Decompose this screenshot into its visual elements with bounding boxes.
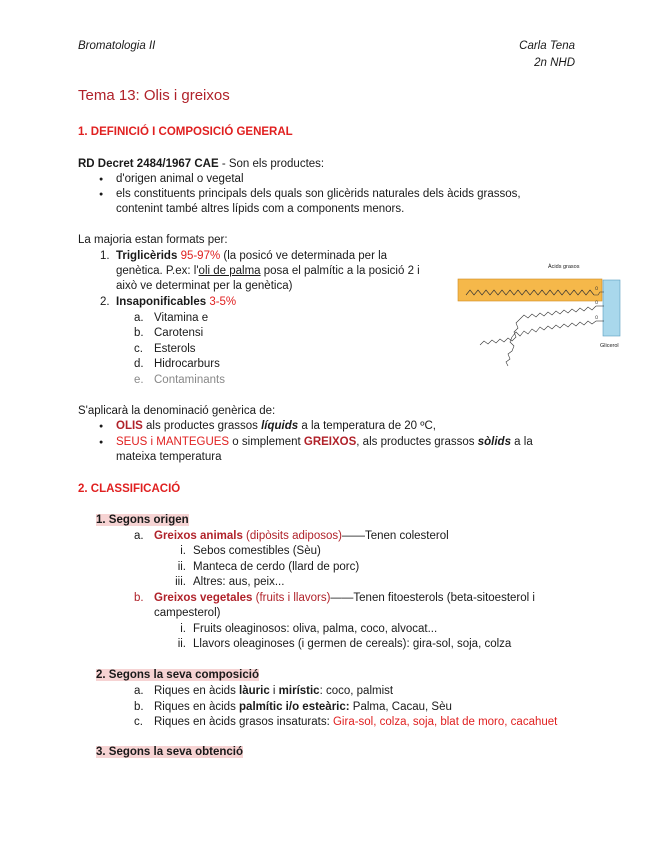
olis-mid: als productes grassos — [142, 420, 262, 432]
sub-item: Hidrocarburs — [154, 358, 220, 370]
comp-b-line — [154, 701, 452, 713]
olis-bold: OLIS — [116, 420, 143, 432]
tri-l2-text: genètica. P.ex: l' — [116, 265, 199, 277]
fatty-acid-box — [458, 279, 602, 301]
sub-letter: d. — [134, 358, 144, 370]
sub-item: Vitamina e — [154, 312, 209, 324]
roman-num: ii. — [177, 638, 186, 650]
triglicerids-rest: (la posicó ve determinada per la — [223, 250, 388, 262]
veg-item: Llavors oleaginoses (i germen de cereals): gira-sol, soja, colza — [193, 638, 512, 650]
veg-rest: ——Tenen fitoesterols (beta-sitoesterol i — [330, 592, 535, 604]
triglyceride-diagram — [448, 266, 628, 370]
animals-rest: ——Tenen colesterol — [341, 530, 449, 542]
insaponificables-bold: Insaponificables — [116, 296, 207, 308]
comp-a-end: : coco, palmist — [319, 685, 394, 697]
comp-letter: b. — [134, 701, 144, 713]
comp-letter: c. — [134, 716, 143, 728]
animal-item: Manteca de cerdo (llard de porc) — [193, 561, 360, 573]
list-num-2: 2. — [100, 296, 110, 308]
veg-bold: Greixos vegetales — [154, 592, 253, 604]
comp-c-red: Gira-sol, colza, soja, blat de moro, cacahuet — [332, 716, 558, 728]
sub-letter: a. — [134, 312, 144, 324]
classif-obtention-heading: 3. Segons la seva obtenció — [96, 746, 243, 758]
comp-c-line — [154, 716, 557, 728]
olis-liquids: líquids — [261, 420, 299, 432]
bullet-2: ● els constituents principals dels quals son glicèrids naturales dels àcids grassos, — [116, 188, 521, 200]
letter-b: b. — [134, 592, 144, 604]
rd-bold: RD Decret 2484/1967 CAE — [78, 158, 219, 170]
seus-end: a la — [510, 436, 533, 448]
header-subject: Bromatologia II — [78, 40, 156, 52]
bullet-2-cont: contenint també altres lípids com a components menors. — [116, 203, 405, 215]
comp-a-pre: Riques en àcids — [154, 685, 240, 697]
letter-a: a. — [134, 530, 144, 542]
roman-num: i. — [180, 623, 186, 635]
animal-item: Altres: aus, peix... — [193, 576, 285, 588]
solids-text: sòlids — [477, 436, 511, 448]
comp-b-bold: palmític i/o esteàric: — [239, 701, 350, 713]
triglicerids-bold: Triglicèrids — [116, 250, 178, 262]
greixos-bold: GREIXOS — [303, 436, 357, 448]
roman-num: iii. — [175, 576, 186, 588]
triglicerids-line-3: això ve determinat per la genètica) — [116, 280, 293, 292]
seus-mid: o simplement — [229, 436, 304, 448]
tri-l2b-text: posa el palmític a la posició 2 i — [260, 265, 420, 277]
sub-item: Carotensi — [154, 327, 204, 339]
comp-a-line — [154, 685, 393, 697]
header-course: 2n NHD — [534, 57, 575, 69]
seus-line — [116, 436, 533, 448]
veg-line — [154, 592, 535, 604]
classif-composition-heading: 2. Segons la seva composició — [96, 669, 259, 681]
comp-a-lauric: làuric — [239, 685, 270, 697]
sub-letter: b. — [134, 327, 144, 339]
roman-num: i. — [180, 545, 186, 557]
triglicerids-line-2 — [116, 265, 420, 277]
svg-text:O: O — [595, 300, 599, 305]
sub-letter: c. — [134, 343, 143, 355]
bullet-1: ● d'origen animal o vegetal — [116, 173, 244, 185]
veg-item: Fruits oleaginosos: oliva, palma, coco, alvocat... — [193, 623, 438, 635]
sub-item: Esterols — [154, 343, 196, 355]
triglicerids-pct: 95-97% — [180, 250, 221, 262]
seus-text: SEUS i MANTEGUES — [116, 436, 230, 448]
svg-text:O: O — [595, 315, 599, 320]
svg-text:O: O — [595, 286, 599, 291]
olis-line — [116, 420, 436, 432]
seus-mid2: , als productes grassos — [356, 436, 478, 448]
veg-red: (fruits i llavors) — [252, 592, 331, 604]
animal-item: Sebos comestibles (Sèu) — [193, 545, 321, 557]
comp-a-mid: i — [269, 685, 279, 697]
comp-c-pre: Riques en àcids grasos insaturats: — [154, 716, 333, 728]
triglicerids-line — [116, 250, 387, 262]
rd-line — [78, 158, 324, 170]
animals-bold: Greixos animals — [154, 530, 243, 542]
comp-b-end: Palma, Cacau, Sèu — [349, 701, 452, 713]
olis-end: a la temperatura de 20 ºC, — [298, 420, 436, 432]
animals-line — [154, 530, 449, 542]
roman-num: ii. — [177, 561, 186, 573]
sub-item: Contaminants — [154, 374, 225, 386]
rd-rest: - Son els productes: — [218, 158, 325, 170]
comp-b-pre: Riques en àcids — [154, 701, 240, 713]
animals-red: (dipòsits adiposos) — [242, 530, 342, 542]
glycerol-box — [603, 280, 620, 336]
comp-a-miristic: mirístic — [278, 685, 320, 697]
denom-text: S'aplicarà la denominació genèrica de: — [78, 405, 276, 417]
glicerol-label: Glicerol — [600, 343, 619, 349]
list-num-1: 1. — [100, 250, 110, 262]
veg-line-2: campesterol) — [154, 607, 221, 619]
insaponificables-line — [116, 296, 236, 308]
header-author: Carla Tena — [519, 40, 575, 52]
insaponificables-pct: 3-5% — [209, 296, 237, 308]
classif-origin-heading: 1. Segons origen — [96, 514, 189, 526]
majority-text: La majoria estan formats per: — [78, 234, 228, 246]
page-title: Tema 13: Olis i greixos — [78, 87, 230, 104]
seus-line-2: mateixa temperatura — [116, 451, 222, 463]
section-1-heading: 1. DEFINICIÓ I COMPOSICIÓ GENERAL — [78, 126, 293, 138]
sub-letter: e. — [134, 374, 144, 386]
comp-letter: a. — [134, 685, 144, 697]
oli-palma-link: oli de palma — [198, 265, 261, 277]
section-2-heading: 2. CLASSIFICACIÓ — [78, 483, 181, 495]
triglyceride-figure — [448, 266, 628, 370]
acids-label: Àcids grasos — [548, 264, 580, 270]
